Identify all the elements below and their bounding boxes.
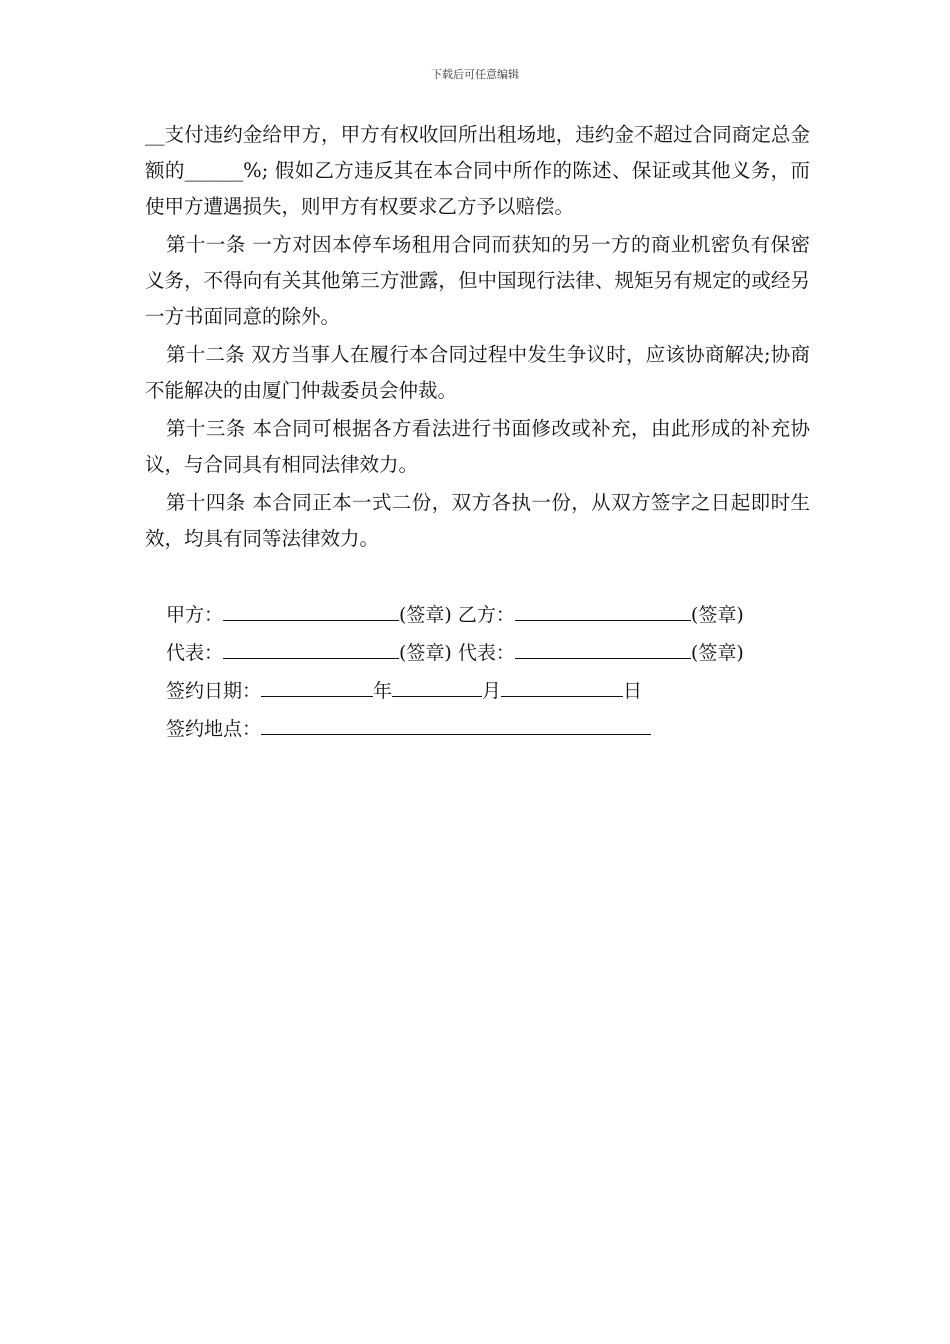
party-a-signature-line[interactable] (223, 602, 399, 621)
party-a-label: 甲方： (166, 604, 224, 626)
year-label: 年 (373, 680, 393, 702)
paragraph-article-14: 第十四条 本合同正本一式二份，双方各执一份，从双方签字之日起即时生效，均具有同等法律效力。 (145, 491, 810, 550)
rep-b-seal-label: (签章) (690, 642, 744, 664)
party-a-seal-label: (签章) (399, 604, 452, 626)
date-label: 签约日期： (166, 680, 262, 702)
signature-row-place (166, 716, 651, 742)
month-label: 月 (482, 680, 502, 702)
rep-a-signature-line[interactable] (223, 640, 399, 659)
contract-body (145, 117, 810, 557)
rep-b-label: 代表： (457, 642, 515, 664)
signature-row-date (166, 678, 642, 704)
paragraph-article-12: 第十二条 双方当事人在履行本合同过程中发生争议时，应该协商解决;协商不能解决的由厦门仲裁委员会仲裁。 (145, 343, 810, 402)
day-blank[interactable] (501, 678, 623, 697)
paragraph-penalty: __支付违约金给甲方，甲方有权收回所出租场地，违约金不超过合同商定总金额的______%; 假如乙方违反其在本合同中所作的陈述、保证或其他义务，而使甲方遭遇损失，则甲方有权要求乙方予以赔偿。 (145, 123, 810, 218)
paragraph-article-13: 第十三条 本合同可根据各方看法进行书面修改或补充，由此形成的补充协议，与合同具有相同法律效力。 (145, 417, 810, 476)
place-label: 签约地点： (166, 718, 262, 740)
year-blank[interactable] (261, 678, 373, 697)
rep-b-signature-line[interactable] (515, 640, 691, 659)
page-header: 下载后可任意编辑 (431, 68, 519, 81)
party-b-seal-label: (签章) (690, 604, 744, 626)
paragraph-article-11: 第十一条 一方对因本停车场租用合同而获知的另一方的商业机密负有保密义务，不得向有关其他第三方泄露，但中国现行法律、规矩另有规定的或经另一方书面同意的除外。 (145, 233, 810, 328)
rep-a-label: 代表： (166, 642, 224, 664)
month-blank[interactable] (392, 678, 482, 697)
signature-row-representatives (166, 640, 744, 666)
day-label: 日 (623, 680, 643, 702)
place-blank[interactable] (261, 716, 651, 735)
party-b-label: 乙方： (457, 604, 515, 626)
signature-row-parties (166, 602, 744, 628)
party-b-signature-line[interactable] (515, 602, 691, 621)
rep-a-seal-label: (签章) (399, 642, 452, 664)
